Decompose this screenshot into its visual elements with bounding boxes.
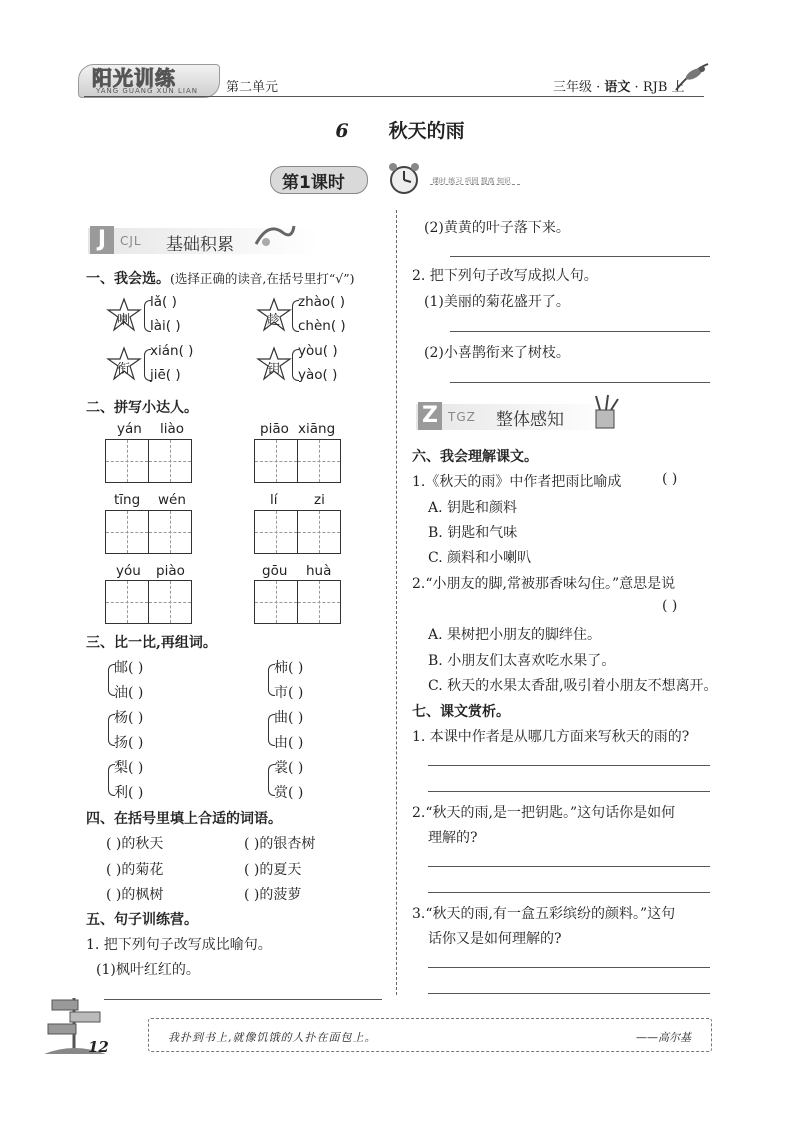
page-number: 12 (88, 1038, 109, 1056)
q4-item[interactable]: ( )的菊花 (106, 862, 164, 878)
pinyin: piào (156, 563, 185, 579)
q3-item[interactable]: 利( ) (114, 785, 144, 801)
writing-box[interactable] (105, 580, 149, 624)
writing-box[interactable] (297, 580, 341, 624)
pinyin: huà (306, 563, 332, 579)
q6-question: 2.“小朋友的脚,常被那香味勾住。”意思是说 (412, 576, 676, 592)
pinyin: tīng (114, 492, 141, 508)
q1-option[interactable]: yào( ) (298, 367, 338, 383)
alarm-clock-icon (384, 160, 424, 196)
pinyin: wén (158, 492, 186, 508)
q4-item[interactable]: ( )的枫树 (106, 887, 164, 903)
q1-option[interactable]: xián( ) (150, 343, 194, 359)
lesson-title: 6 秋天的雨 (335, 120, 465, 142)
q1-char: 喇 (117, 313, 131, 328)
ribbon-icon (252, 218, 298, 252)
q5-heading: 五、句子训练营。 (86, 912, 198, 928)
pinyin: zi (314, 492, 325, 508)
period-tagline: 课时 练习 巩固 提高 知识 (432, 177, 511, 185)
writing-box[interactable] (148, 580, 192, 624)
writing-box[interactable] (105, 510, 149, 554)
pencil-cup-icon (588, 394, 624, 430)
q6-option[interactable]: B. 钥匙和气味 (428, 525, 518, 541)
q3-heading: 三、比一比,再组词。 (86, 635, 217, 651)
writing-box[interactable] (254, 580, 298, 624)
brand-subtitle: YANG GUANG XUN LIAN (96, 87, 198, 95)
writing-box[interactable] (148, 439, 192, 483)
q3-item[interactable]: 曲( ) (274, 710, 304, 726)
answer-line[interactable] (450, 382, 710, 383)
q7-question-cont: 话你又是如何理解的? (428, 931, 562, 947)
q5-subheading: 1. 把下列句子改写成比喻句。 (86, 937, 272, 953)
q6-option[interactable]: A. 果树把小朋友的脚绊住。 (428, 627, 602, 643)
q6-option[interactable]: B. 小朋友们太喜欢吃水果了。 (428, 653, 616, 669)
answer-line[interactable] (428, 765, 710, 766)
brand-title: 阳光训练 (92, 66, 176, 90)
answer-line[interactable] (104, 999, 382, 1000)
q7-question: 2.“秋天的雨,是一把钥匙。”这句话你是如何 (412, 805, 676, 821)
q3-item[interactable]: 裳( ) (274, 760, 304, 776)
section-tgz-title: 整体感知 (496, 410, 564, 430)
q3-item[interactable]: 梨( ) (114, 760, 144, 776)
q1-char: 钥 (267, 362, 281, 377)
pinyin: xiāng (298, 421, 336, 437)
writing-box[interactable] (105, 439, 149, 483)
q3-item[interactable]: 市( ) (274, 685, 304, 701)
q2-heading: 二、拼写小达人。 (86, 400, 198, 416)
answer-line[interactable] (428, 866, 710, 867)
writing-box[interactable] (297, 439, 341, 483)
q7-question: 1. 本课中作者是从哪几方面来写秋天的雨的? (412, 729, 690, 745)
pinyin: liào (160, 421, 185, 437)
header-rule (84, 96, 704, 97)
q3-item[interactable]: 柿( ) (274, 660, 304, 676)
q1-option[interactable]: zhào( ) (298, 294, 345, 310)
section-tgz-abbr: TGZ (448, 410, 476, 424)
q4-item[interactable]: ( )的秋天 (106, 836, 164, 852)
grade-label: 三年级 · 语文 · RJB 上 (553, 80, 685, 95)
q1-option[interactable]: chèn( ) (298, 318, 346, 334)
section-tgz-letter: Z (418, 402, 442, 430)
q1-option[interactable]: lài( ) (150, 318, 181, 334)
q3-item[interactable]: 扬( ) (114, 735, 144, 751)
pinyin: yóu (116, 563, 141, 579)
q1-char: 趁 (267, 313, 281, 328)
answer-line[interactable] (428, 993, 710, 994)
period-label: 第1课时 (282, 173, 345, 193)
section-cjl-letter: J (90, 226, 114, 254)
answer-paren[interactable]: ( ) (662, 598, 678, 614)
q7-question: 3.“秋天的雨,有一盒五彩缤纷的颜料。”这句 (412, 906, 676, 922)
bird-leaf-icon (672, 60, 712, 94)
answer-paren[interactable]: ( ) (662, 471, 678, 487)
writing-box[interactable] (254, 510, 298, 554)
q7-question-cont: 理解的? (428, 830, 478, 846)
q3-item[interactable]: 赏( ) (274, 785, 304, 801)
section-cjl-title: 基础积累 (166, 235, 234, 255)
answer-line[interactable] (428, 791, 710, 792)
q5-sentence: (2)黄黄的叶子落下来。 (424, 220, 570, 236)
answer-line[interactable] (450, 331, 710, 332)
answer-line[interactable] (450, 256, 710, 257)
pinyin: lí (270, 492, 278, 508)
q1-option[interactable]: jiē( ) (150, 367, 181, 383)
q3-item[interactable]: 邮( ) (114, 660, 144, 676)
q5-subheading: 2. 把下列句子改写成拟人句。 (412, 268, 598, 284)
writing-box[interactable] (254, 439, 298, 483)
footer-quote: 我扑到书上,就像饥饿的人扑在面包上。 (168, 1031, 377, 1044)
q5-sentence: (1)美丽的菊花盛开了。 (424, 294, 570, 310)
q5-sentence: (1)枫叶红红的。 (96, 962, 200, 978)
pinyin: piāo (260, 421, 289, 437)
footer-author: ——高尔基 (636, 1031, 691, 1044)
writing-box[interactable] (297, 510, 341, 554)
q4-item[interactable]: ( )的夏天 (244, 862, 302, 878)
q7-heading: 七、课文赏析。 (412, 704, 510, 720)
q3-item[interactable]: 杨( ) (114, 710, 144, 726)
q1-char: 衔 (117, 362, 131, 377)
q6-option[interactable]: A. 钥匙和颜料 (428, 500, 518, 516)
q5-sentence: (2)小喜鹊衔来了树枝。 (424, 345, 570, 361)
q4-heading: 四、在括号里填上合适的词语。 (86, 811, 282, 827)
pinyin: gōu (262, 563, 288, 579)
pinyin: yán (117, 421, 142, 437)
q1-option[interactable]: lǎ( ) (150, 294, 177, 310)
q6-question: 1.《秋天的雨》中作者把雨比喻成 (412, 474, 622, 490)
q6-option[interactable]: C. 秋天的水果太香甜,吸引着小朋友不想离开。 (428, 678, 718, 694)
unit-label: 第二单元 (226, 80, 279, 95)
q1-option[interactable]: yòu( ) (298, 343, 338, 359)
section-cjl-abbr: CJL (120, 234, 142, 248)
period-stripe (430, 184, 520, 191)
answer-line[interactable] (428, 892, 710, 893)
answer-line[interactable] (428, 967, 710, 968)
writing-box[interactable] (148, 510, 192, 554)
q4-item[interactable]: ( )的菠萝 (244, 887, 302, 903)
q3-item[interactable]: 由( ) (274, 735, 304, 751)
q4-item[interactable]: ( )的银杏树 (244, 836, 316, 852)
q1-heading: 一、我会选。(选择正确的读音,在括号里打“√”) (86, 271, 355, 287)
q3-item[interactable]: 油( ) (114, 685, 144, 701)
q6-heading: 六、我会理解课文。 (412, 449, 538, 465)
q6-option[interactable]: C. 颜料和小喇叭 (428, 550, 532, 566)
column-divider (396, 210, 397, 995)
